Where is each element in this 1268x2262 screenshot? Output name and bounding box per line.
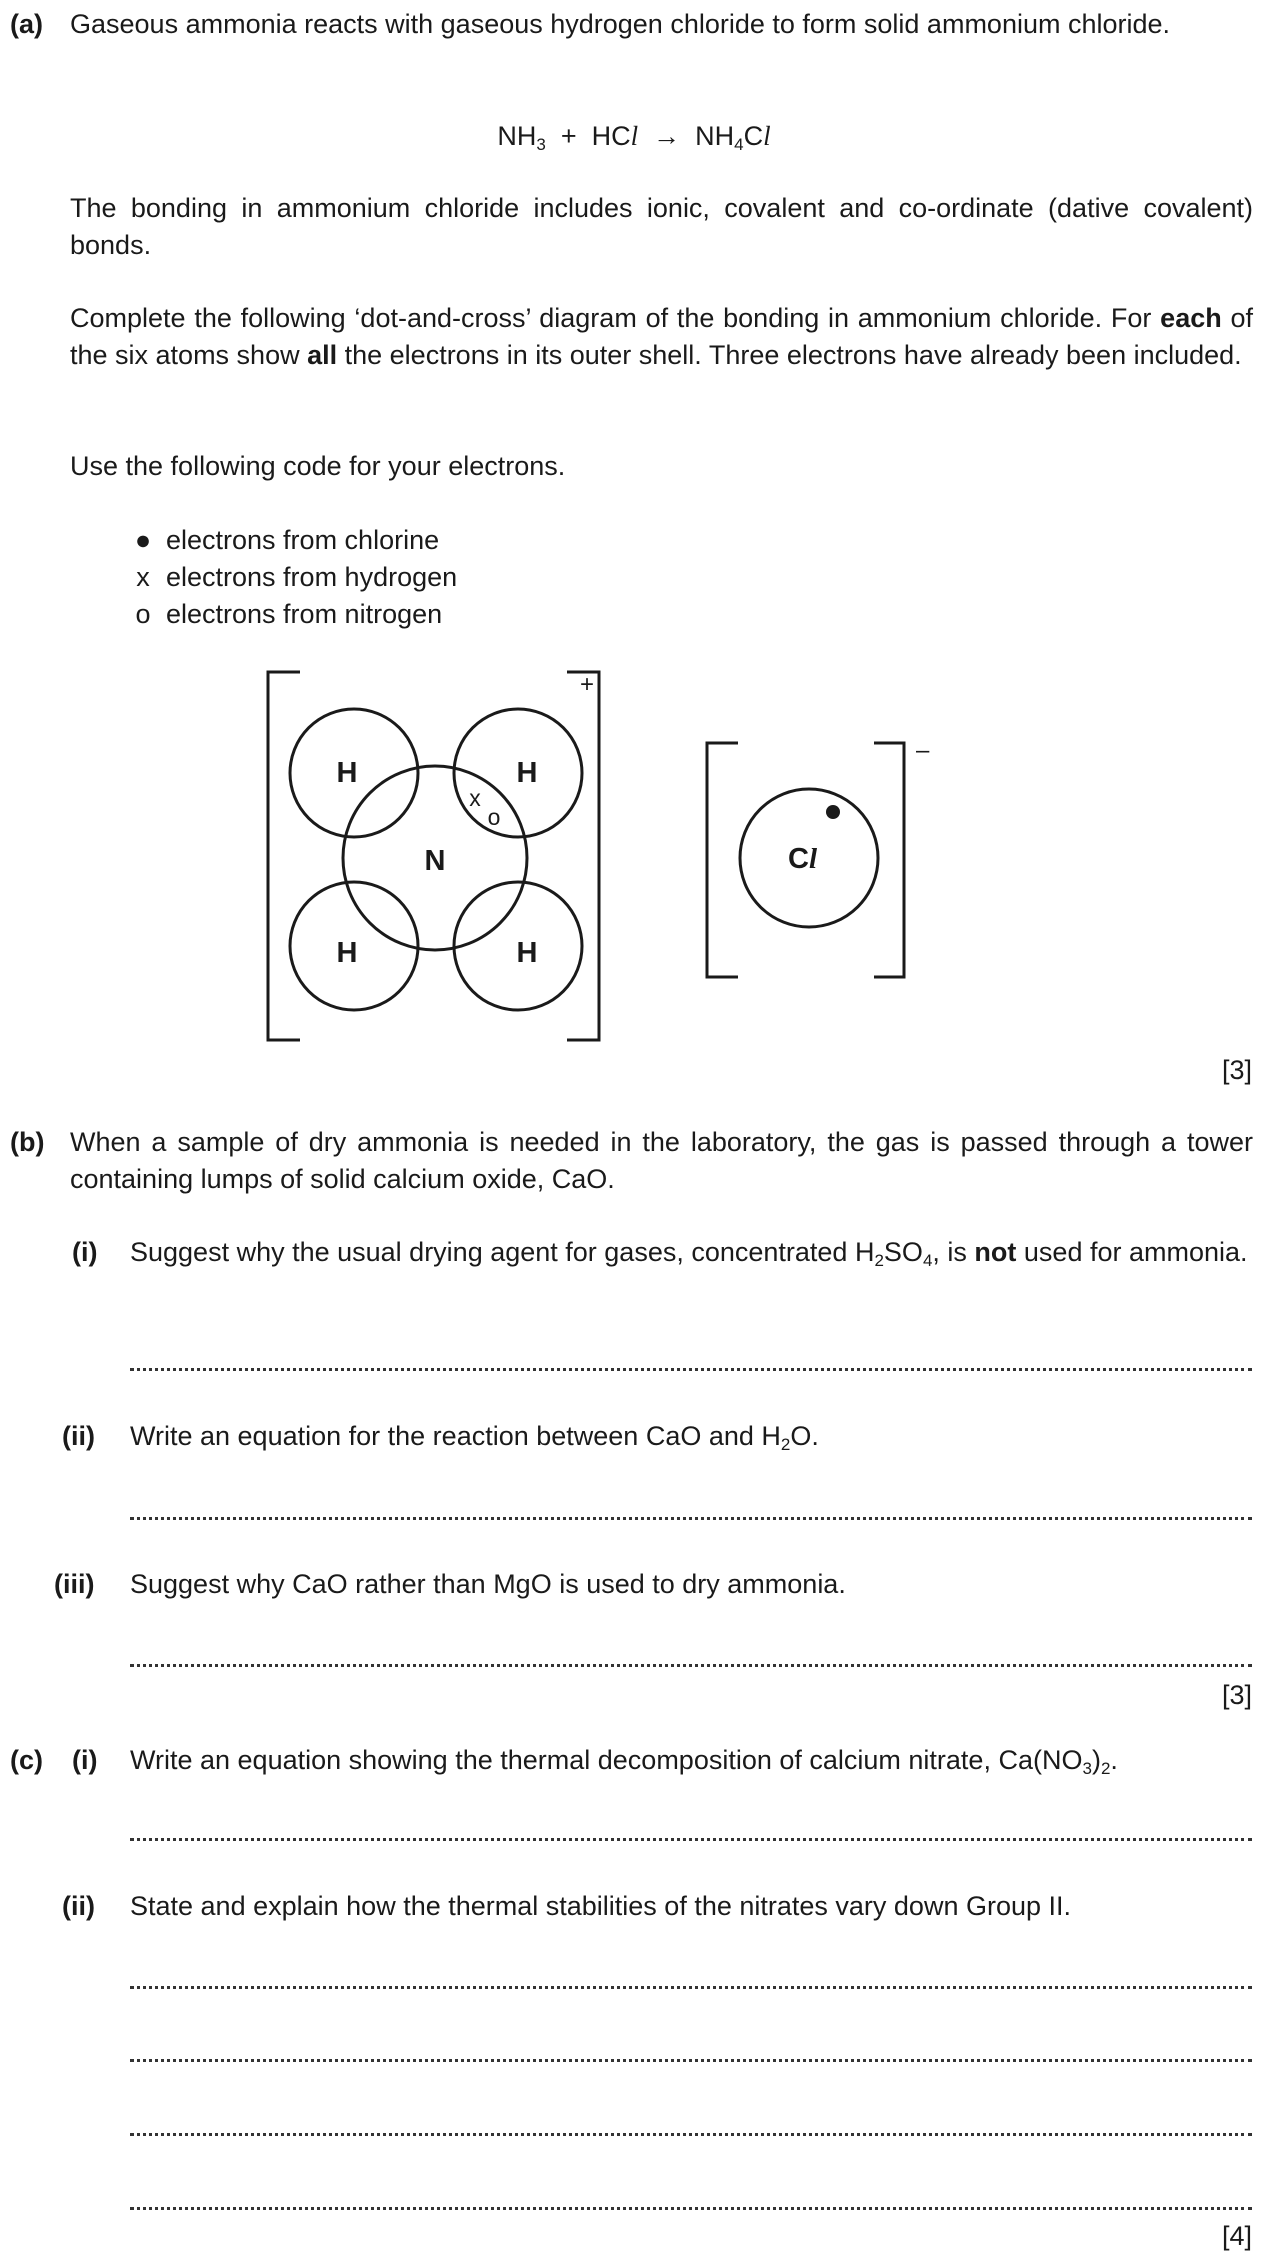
part-b-i-question: Suggest why the usual drying agent for gases, concentrated $H_2SO_4$, is not used for ammonia. — [130, 1237, 1248, 1270]
part-b-marks: [3] — [1221, 1680, 1252, 1710]
part-b-label: (b) — [10, 1127, 45, 1157]
answer-line-c-i[interactable] — [130, 1838, 1252, 1841]
legend-symbol-hydrogen: x — [136, 562, 150, 592]
label-h-bottom-left: H — [336, 937, 358, 969]
legend-text-nitrogen: electrons from nitrogen — [166, 599, 443, 629]
answer-line-c-ii-3[interactable] — [130, 2133, 1252, 2136]
chlorine-electron-dot — [826, 805, 840, 819]
ammonium-charge: + — [580, 671, 595, 698]
legend-symbol-nitrogen: o — [135, 599, 151, 629]
answer-line-c-ii-4[interactable] — [130, 2207, 1252, 2210]
dot-and-cross-diagram[interactable] — [0, 0, 1268, 1060]
electron-o-nitrogen: o — [487, 804, 501, 830]
chloride-left-bracket — [707, 743, 738, 977]
answer-line-b-iii[interactable] — [130, 1664, 1252, 1667]
bonding-description: The bonding in ammonium chloride includes ionic, covalent and co-ordinate (dative covalent) bonds. — [70, 193, 1253, 260]
part-a-marks: [3] — [1221, 1055, 1252, 1085]
label-nitrogen: N — [424, 845, 446, 877]
diagram-instruction: Complete the following ‘dot-and-cross’ diagram of the bonding in ammonium chloride. For each of the six atoms show all the electrons in its outer shell. Three electrons have already been included. — [70, 303, 1253, 370]
legend-text-chlorine: electrons from chlorine — [166, 525, 440, 555]
answer-line-b-i[interactable] — [130, 1368, 1252, 1371]
reaction-equation: $NH_3$ + HCl → $NH_4Cl$ — [497, 121, 771, 154]
answer-line-c-ii-1[interactable] — [130, 1986, 1252, 1989]
part-b-iii-label: (iii) — [54, 1569, 95, 1599]
part-c-ii-label: (ii) — [62, 1891, 95, 1921]
ammonium-right-bracket — [567, 672, 599, 1040]
label-h-bottom-right: H — [516, 937, 538, 969]
legend-symbol-chlorine: ● — [134, 525, 152, 555]
part-b-ii-label: (ii) — [62, 1421, 95, 1451]
part-c-marks: [4] — [1221, 2221, 1252, 2251]
part-a-intro: Gaseous ammonia reacts with gaseous hydrogen chloride to form solid ammonium chloride. — [70, 9, 1171, 39]
part-b-intro: When a sample of dry ammonia is needed in the laboratory, the gas is passed through a tower containing lumps of solid calcium oxide, CaO. — [70, 1127, 1253, 1194]
part-a-label: (a) — [10, 9, 43, 39]
electron-x-hydrogen: x — [469, 785, 481, 811]
legend-text-hydrogen: electrons from hydrogen — [166, 562, 458, 592]
chloride-charge: – — [916, 737, 930, 764]
part-b-ii-question: Write an equation for the reaction between CaO and $H_2O$. — [130, 1421, 819, 1454]
label-h-top-right: H — [516, 757, 538, 789]
answer-line-c-ii-2[interactable] — [130, 2059, 1252, 2062]
label-chlorine: Cl — [788, 843, 818, 875]
part-c-label: (c) — [10, 1745, 43, 1775]
answer-line-b-ii[interactable] — [130, 1517, 1252, 1520]
part-c-i-label: (i) — [72, 1745, 98, 1775]
label-h-top-left: H — [336, 757, 358, 789]
ammonium-left-bracket — [268, 672, 300, 1040]
part-b-iii-question: Suggest why CaO rather than MgO is used to dry ammonia. — [130, 1569, 846, 1599]
part-b-i-label: (i) — [72, 1237, 98, 1267]
part-c-i-question: Write an equation showing the thermal decomposition of calcium nitrate, $Ca(NO_3)_2$. — [130, 1745, 1118, 1778]
code-intro: Use the following code for your electrons. — [70, 451, 566, 481]
part-c-ii-question: State and explain how the thermal stabilities of the nitrates vary down Group II. — [130, 1891, 1072, 1921]
